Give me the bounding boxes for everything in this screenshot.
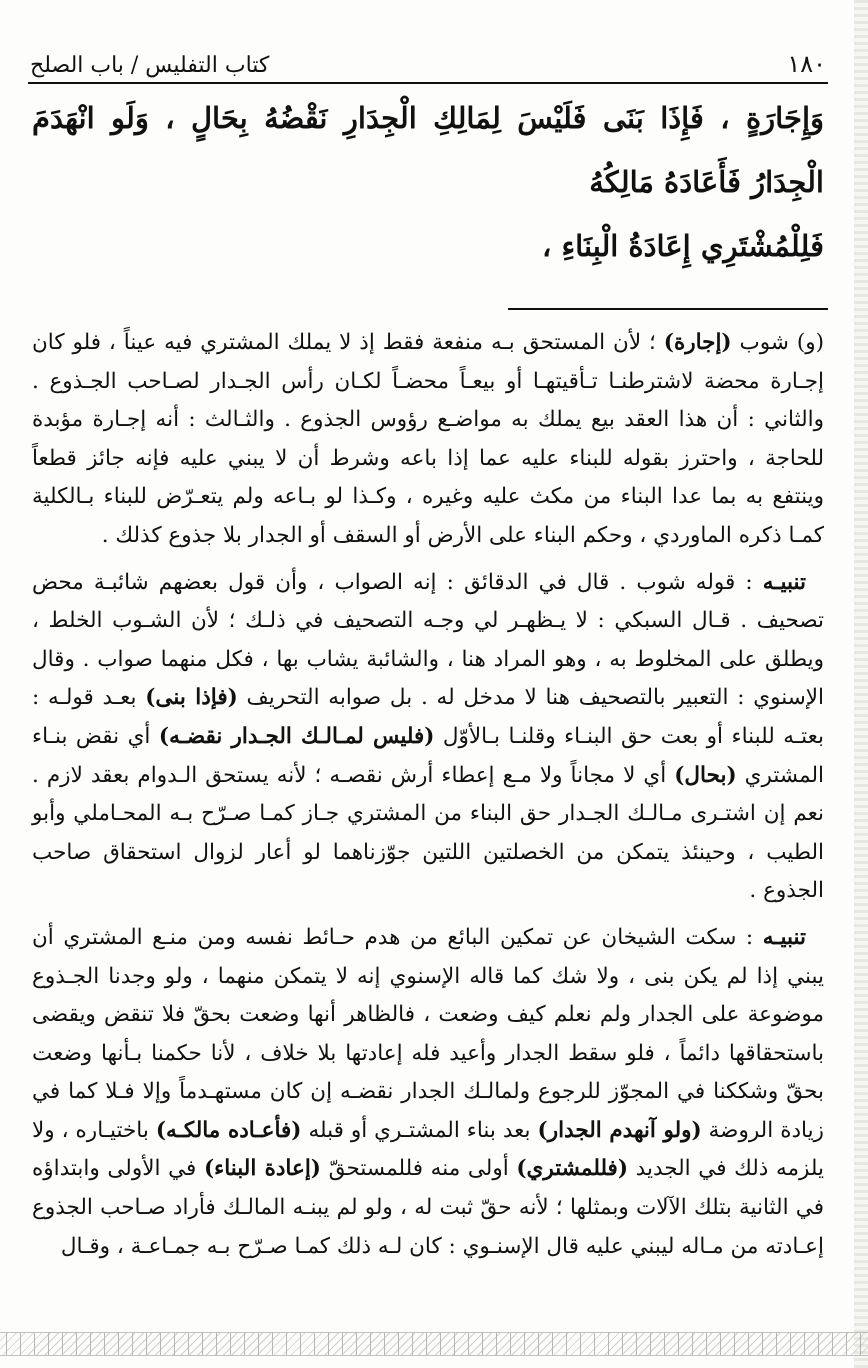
paragraph-text: : سكت الشيخان عن تمكين البائع من هدم حـائط نفسه ومن منـع المشتري أن يبني إذا لم يكن بنى ، ولا شك كما قاله الإسنوي إنه لا يتمكن منهما ، ولو وجدنا الجـذوع موضوعة على الجدار ولم نعلم كيف وضعت ، فالظاهر أنها وضعت بحقّ فلا تنقض ويقضى باستحقاقها دائماً ، فلو سقط الجدار وأعيد فله إعادتها بلا خلاف ، لأنا حكمنا بـأنها وضعت بحقّ وشككنا في المجوّز للرجوع ولمالـك الجدار نقضـه إن كان مستهـدماً وإلا فـلا كما في زيادة الروضة <box>32 924 824 1143</box>
matn-quote: (ولو آنهدم الجدار) <box>537 1117 702 1143</box>
paragraph-text: : قوله شوب . قال في الدقائق : إنه الصواب ، وأن قول بعضهم شائبـة محض تصحيف . قـال السبكي : لا يـظهـر لي وجـه التصحيف في ذلـك ؛ لأن الشـوب الخلط ، ويطلق على المخلوط به ، وهو المراد هنا ، والشائبة يشاب بها ، فكل منهما صواب . وقال الإسنوي : التعبير بالتصحيف هنا لا مدخل له . بل صوابه التحريف <box>32 569 824 711</box>
matn-quote: (إعادة البناء) <box>203 1156 321 1182</box>
sharh-commentary <box>28 324 828 1266</box>
matn-line-1: وَإِجَارَةٍ ، فَإِذَا بَنَى فَلَيْسَ لِمَالِكِ الْجِدَارِ نَقْضُهُ بِحَالٍ ، وَلَو انْهَدَمَ الْجِدَارُ فَأَعَادَهُ مَالِكُهُ <box>32 101 824 199</box>
paragraph-text: أي لا مجاناً ولا مـع إعطاء أرش نقصـه ؛ لأنه يستحق الـدوام بعقد لازم . نعم إن اشتـرى مـالـك الجـدار حق البناء من المشتري جـاز كمـا صـرّح بـه المحـاملي وأبو الطيب ، وحينئذ يتمكن من الخصلتين اللتين جوّزناهما لو أعار لزوال استحقاق صاحب الجذوع . <box>32 762 824 904</box>
running-title: كتاب التفليس / باب الصلح <box>30 53 270 78</box>
matn-text <box>28 86 828 278</box>
footnote-divider <box>508 308 828 310</box>
matn-quote: (بحال) <box>674 762 737 788</box>
page-edge-decoration <box>854 0 868 1368</box>
commentary-paragraph-1 <box>32 324 824 556</box>
decorative-footer-border <box>0 1332 868 1356</box>
paragraph-text: ؛ لأن المستحق بـه منفعة فقط إذ لا يملك المشتري فيه عيناً ، فلو كان إجـارة محضة لاشترطنـا تـأقيتهـا أو بيعـاً محضـاً لكـان رأس الجـدار لصـاحب الجـذوع . والثاني : أن هذا العقد بيع يملك به مواضـع رؤوس الجذوع . والثـالث : أنه إجـارة مؤبدة للحاجة ، واحترز بقوله للبناء عليه عما إذا باعه وشرط أن لا يبني عليه فإنه جائز قطعاً وينتفع به بما عدا البناء من مكث عليه وغيره ، وكـذا لو بـاعه ولم يتعـرّض للبناء بـالكلية كمـا ذكره الماوردي ، وحكم البناء على الأرض أو السقف أو الجدار بلا جذوع كذلك . <box>32 330 824 548</box>
book-page <box>28 40 828 1266</box>
commentary-paragraph-3 <box>32 919 824 1266</box>
lead-text: (و) شوب <box>739 330 824 355</box>
paragraph-text: أولى منه فللمستحقّ <box>328 1156 509 1182</box>
paragraph-text: بعـد قولـه : بعتـه للبناء أو بعت حق البنـاء وقلنـا بـالأوّل <box>32 685 824 749</box>
page-header <box>28 40 828 84</box>
matn-quote: (فليس لمـالـك الجـدار نقضـه) <box>158 723 435 749</box>
tanbih-heading: تنبيـه <box>762 924 806 950</box>
paragraph-text: أي نقض بنـاء المشتري <box>32 723 824 788</box>
page-number: ١٨٠ <box>787 50 826 78</box>
paragraph-text: باختيـاره ، ولا يلزمه ذلك في الجديد <box>32 1117 825 1182</box>
lead-quote: (إجارة) <box>663 330 732 355</box>
matn-quote: (فأعـاده مالكـه) <box>155 1117 302 1143</box>
matn-quote: (فإذا بنى) <box>145 685 238 711</box>
paragraph-text: في الأولى وابتداؤه في الثانية بتلك الآلات وبمثلها ؛ لأنه حقّ ثبت له ، ولو لم يبنـه المالـك فأراد صـاحب الجذوع إعـادته من مـاله ليبني عليه قال الإسنـوي : كان لـه ذلك كمـا صـرّح بـه جمـاعـة ، وقـال <box>32 1156 824 1259</box>
paragraph-text: بعد بناء المشتـري أو قبله <box>308 1117 531 1143</box>
tanbih-heading: تنبيـه <box>762 569 806 595</box>
commentary-paragraph-2 <box>32 564 824 911</box>
matn-quote: (فللمشتري) <box>516 1156 629 1182</box>
matn-line-2: فَلِلْمُشْتَرِي إِعَادَةُ الْبِنَاءِ ، <box>542 229 824 263</box>
